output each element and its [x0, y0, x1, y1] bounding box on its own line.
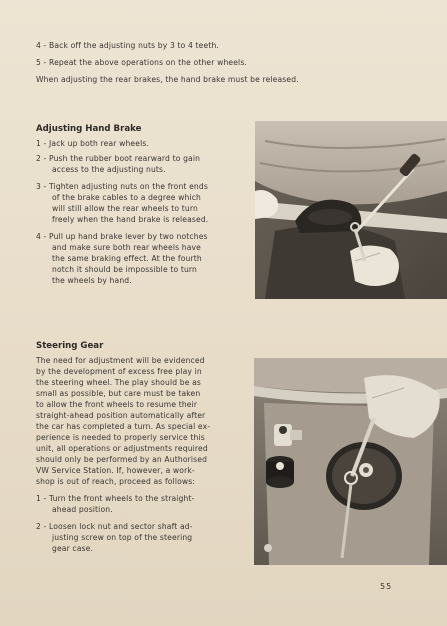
hand-brake-heading: Adjusting Hand Brake — [36, 124, 142, 134]
hand-brake-line: 4 - Pull up hand brake lever by two notches — [36, 232, 208, 241]
steering-heading: Steering Gear — [36, 341, 104, 351]
hand-brake-photo — [255, 121, 447, 299]
steering-gear-photo — [254, 358, 447, 565]
hand-brake-line: notch it should be impossible to turn — [52, 265, 198, 274]
steering-step: ahead position. — [52, 505, 113, 514]
steering-paragraph-line: The need for adjustment will be evidenced — [36, 356, 205, 365]
steering-step: 2 - Loosen lock nut and sector shaft ad- — [36, 522, 193, 531]
hand-brake-line: 1 - Jack up both rear wheels. — [36, 139, 150, 148]
steering-step: justing screw on top of the steering — [52, 533, 193, 542]
hand-brake-line: the same braking effect. At the fourth — [52, 254, 202, 263]
steering-paragraph-line: VW Service Station. If, however, a work- — [36, 466, 195, 475]
steering-step: gear case. — [52, 544, 94, 553]
steering-paragraph-line: the steering wheel. The play should be as — [36, 378, 202, 387]
steering-paragraph-line: perience is needed to properly service this — [36, 433, 205, 442]
hand-brake-line: of the brake cables to a degree which — [52, 193, 202, 202]
steering-step: 1 - Turn the front wheels to the straight- — [36, 494, 195, 503]
hand-brake-line: and make sure both rear wheels have — [52, 243, 201, 252]
hand-brake-photo-graphic — [255, 121, 447, 299]
top-step-4: 4 - Back off the adjusting nuts by 3 to 4 teeth. — [36, 41, 219, 50]
top-step-5: 5 - Repeat the above operations on the other wheels. — [36, 58, 247, 67]
steering-paragraph-line: to allow the front wheels to resume their — [36, 400, 198, 409]
steering-paragraph-line: straight-ahead position automatically after — [36, 411, 206, 420]
top-note: When adjusting the rear brakes, the hand brake must be released. — [36, 75, 299, 84]
hand-brake-line: freely when the hand brake is released. — [52, 215, 209, 224]
steering-paragraph-line: shop is out of reach, proceed as follows: — [36, 477, 196, 486]
steering-paragraph-line: small as possible, but care must be taken — [36, 389, 201, 398]
steering-paragraph-line: by the development of excess free play in — [36, 367, 202, 376]
hand-brake-line: 3 - Tighten adjusting nuts on the front ends — [36, 182, 208, 191]
hand-brake-line: access to the adjusting nuts. — [52, 165, 166, 174]
page-number: 55 — [380, 582, 393, 591]
steering-gear-photo-graphic — [254, 358, 447, 565]
steering-paragraph-line: should only be performed by an Authorised — [36, 455, 208, 464]
hand-brake-line: 2 - Push the rubber boot rearward to gain — [36, 154, 201, 163]
steering-paragraph-line: unit, all operations or adjustments required — [36, 444, 208, 453]
hand-brake-line: will still allow the rear wheels to turn — [52, 204, 198, 213]
hand-brake-line: the wheels by hand. — [52, 276, 132, 285]
steering-paragraph-line: the car has completed a turn. As special ex- — [36, 422, 211, 431]
